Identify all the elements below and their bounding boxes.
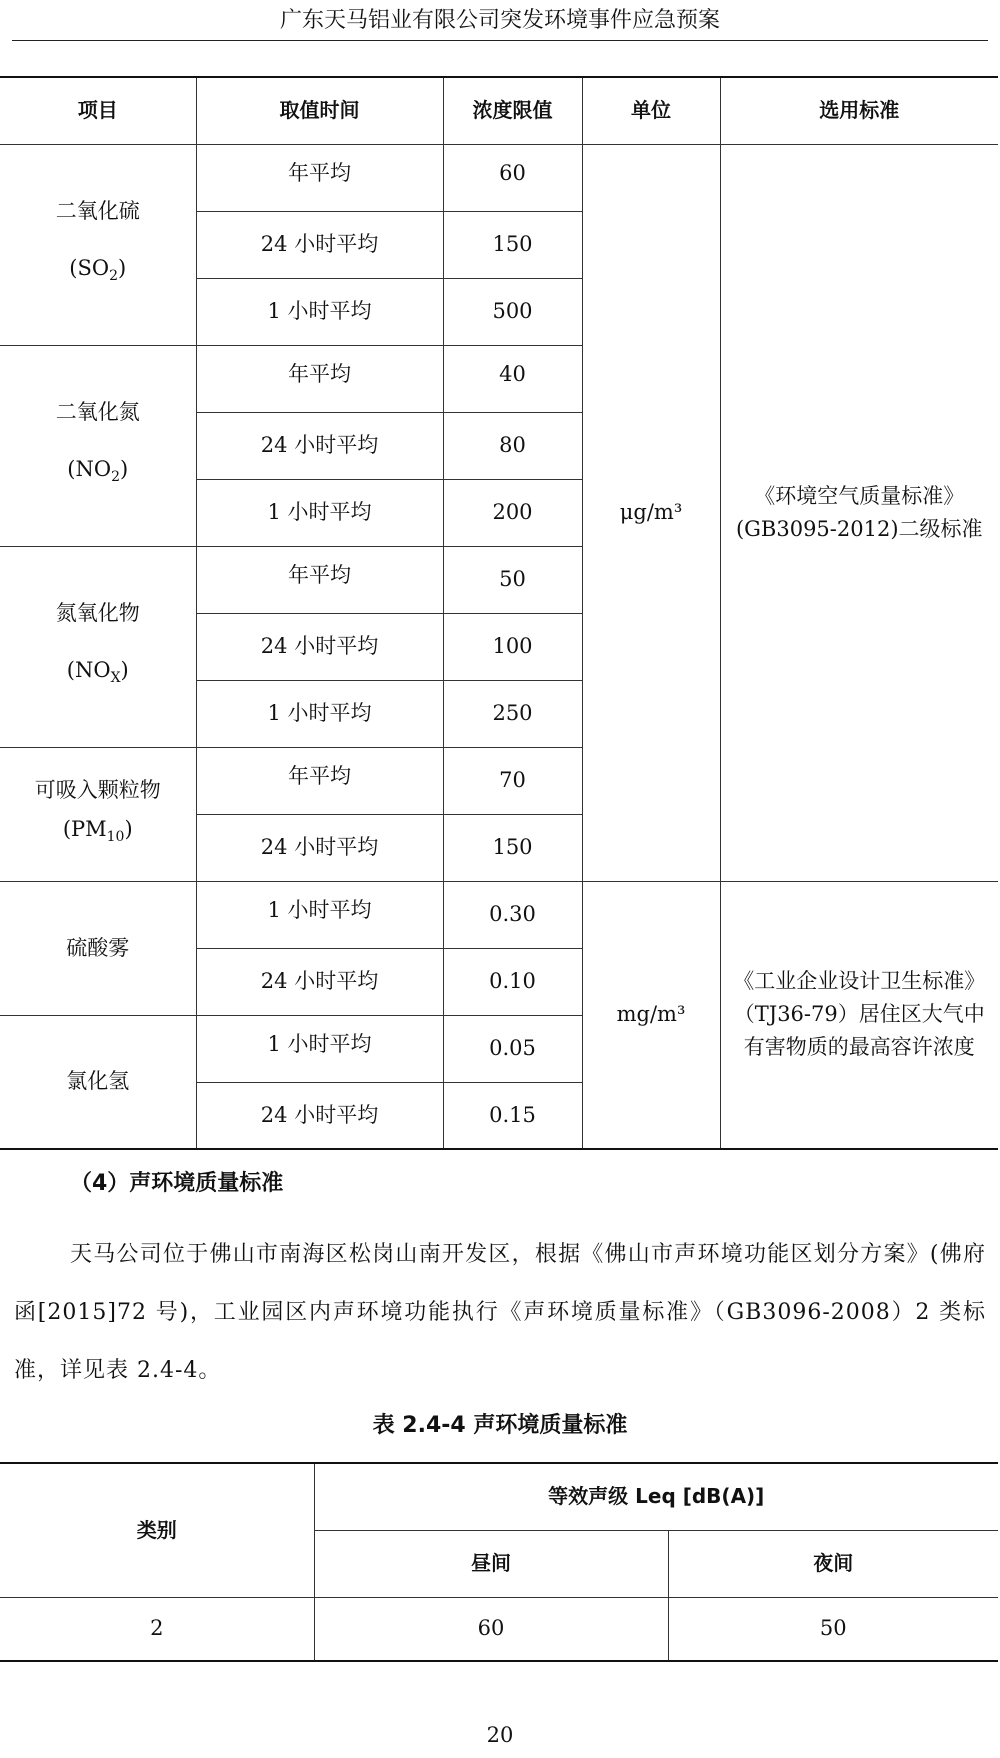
standard-cell: 《环境空气质量标准》(GB3095-2012)二级标准	[720, 144, 998, 881]
pollutant-formula: $(NO_2)$	[67, 457, 129, 486]
unit-cell: mg/m³	[582, 881, 720, 1149]
standard-cell: 《工业企业设计卫生标准》（TJ36-79）居住区大气中有害物质的最高容许浓度	[720, 881, 998, 1149]
averaging-time: 24 小时平均	[196, 412, 443, 479]
table-caption: 表 2.4-4 声环境质量标准	[372, 1413, 628, 1438]
night-value: 50	[668, 1597, 998, 1661]
pollutant-no2	[0, 345, 196, 546]
limit-value: 0.30	[443, 881, 582, 948]
averaging-time: 24 小时平均	[196, 211, 443, 278]
limit-value: 60	[443, 144, 582, 211]
limit-value: 0.10	[443, 948, 582, 1015]
pollutant-hydrogen-chloride: 氯化氢	[0, 1015, 196, 1149]
header-limit: 浓度限值	[443, 77, 582, 144]
averaging-time: 年平均	[196, 144, 443, 211]
limit-value: 0.15	[443, 1082, 582, 1149]
limit-value: 200	[443, 479, 582, 546]
limit-value: 150	[443, 814, 582, 881]
limit-value: 500	[443, 278, 582, 345]
header-divider	[12, 40, 988, 41]
pollutant-name: 二氧化硫	[55, 199, 140, 224]
averaging-time: 1 小时平均	[196, 881, 443, 948]
pollutant-name: 可吸入颗粒物	[34, 777, 161, 802]
header-unit: 单位	[582, 77, 720, 144]
limit-value: 40	[443, 345, 582, 412]
body-paragraph: 天马公司位于佛山市南海区松岗山南开发区，根据《佛山市声环境功能区划分方案》(佛府函[2015]72 号)，工业园区内声环境功能执行《声环境质量标准》（GB3096-2008）2 类标准，详见表 2.4-4。	[14, 1242, 986, 1383]
noise-quality-table	[0, 1462, 998, 1662]
averaging-time: 1 小时平均	[196, 278, 443, 345]
averaging-time: 年平均	[196, 747, 443, 814]
pollutant-pm10	[0, 747, 196, 881]
day-value: 60	[314, 1597, 668, 1661]
unit-cell: μg/m³	[582, 144, 720, 881]
limit-value: 80	[443, 412, 582, 479]
header-item: 项目	[0, 77, 196, 144]
table-row	[0, 1597, 998, 1661]
averaging-time: 24 小时平均	[196, 613, 443, 680]
averaging-time: 1 小时平均	[196, 680, 443, 747]
pollutant-name: 二氧化氮	[55, 400, 140, 425]
pollutant-nox	[0, 546, 196, 747]
pollutant-sulfuric-acid-mist: 硫酸雾	[0, 881, 196, 1015]
pollutant-formula: $(NO_X)$	[66, 658, 129, 687]
limit-value: 70	[443, 747, 582, 814]
averaging-time: 24 小时平均	[196, 1082, 443, 1149]
averaging-time: 年平均	[196, 345, 443, 412]
header-night: 夜间	[668, 1530, 998, 1597]
table-row	[0, 144, 998, 211]
category-value: 2	[0, 1597, 314, 1661]
averaging-time: 24 小时平均	[196, 814, 443, 881]
header-day: 昼间	[314, 1530, 668, 1597]
averaging-time: 年平均	[196, 546, 443, 613]
header-leq: 等效声级 Leq [dB(A)]	[314, 1463, 998, 1530]
page-number: 20	[486, 1723, 514, 1747]
header-category: 类别	[0, 1463, 314, 1597]
limit-value: 0.05	[443, 1015, 582, 1082]
air-quality-table	[0, 76, 998, 1150]
averaging-time: 24 小时平均	[196, 948, 443, 1015]
limit-value: 50	[443, 546, 582, 613]
pollutant-formula: $(SO_2)$	[69, 256, 127, 285]
header-standard: 选用标准	[720, 77, 998, 144]
section-heading: （4）声环境质量标准	[70, 1171, 284, 1196]
averaging-time: 1 小时平均	[196, 1015, 443, 1082]
pollutant-name: 氮氧化物	[55, 601, 140, 626]
table-row	[0, 881, 998, 948]
page-header-title: 广东天马铝业有限公司突发环境事件应急预案	[279, 8, 720, 33]
pollutant-so2	[0, 144, 196, 345]
pollutant-formula: $(PM_{10})$	[62, 816, 133, 846]
averaging-time: 1 小时平均	[196, 479, 443, 546]
limit-value: 250	[443, 680, 582, 747]
header-time: 取值时间	[196, 77, 443, 144]
limit-value: 100	[443, 613, 582, 680]
limit-value: 150	[443, 211, 582, 278]
